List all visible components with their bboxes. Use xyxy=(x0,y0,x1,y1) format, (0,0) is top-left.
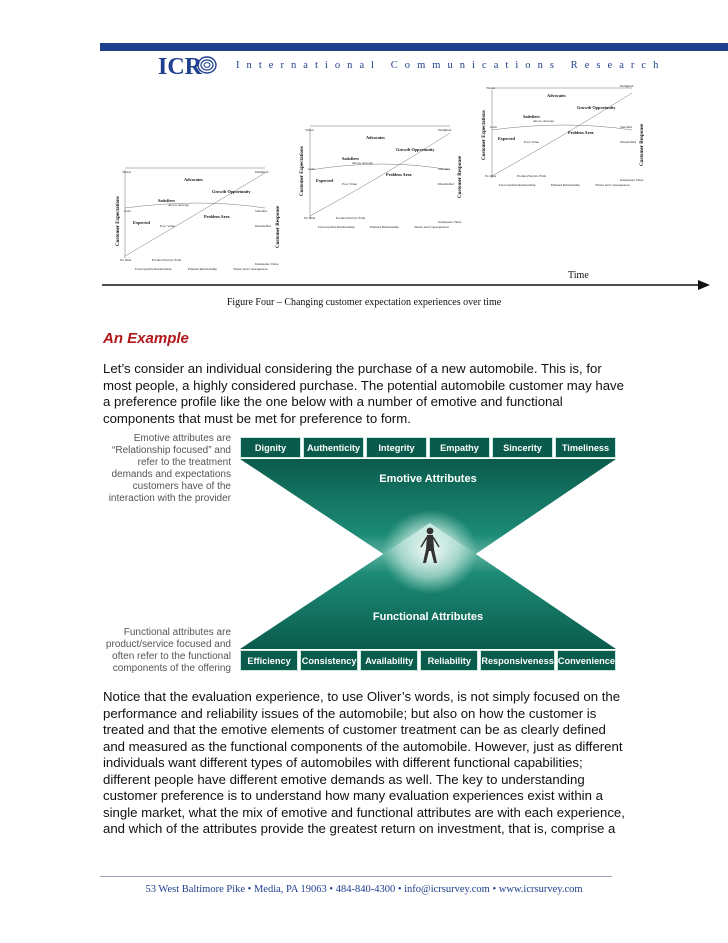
company-tagline: International Communications Research xyxy=(236,60,666,71)
emotive-tag: Timeliness xyxy=(555,437,616,458)
p1-delighted: Delighted xyxy=(255,170,269,174)
p1-fails: Product/Service Fails xyxy=(152,258,182,262)
p2-response-label: Customer Response xyxy=(458,155,463,198)
icr-logo: ICR xyxy=(158,54,203,80)
functional-tag: Reliability xyxy=(420,650,478,671)
p3-response-label: Customer Response xyxy=(640,123,645,166)
p3-satisfied: Satisfied xyxy=(620,125,632,129)
functional-tag: Efficiency xyxy=(240,650,298,671)
emotive-tag: Integrity xyxy=(366,437,427,458)
p1-poor-value: Poor Value xyxy=(160,224,175,228)
p2-poor-value: Poor Value xyxy=(342,182,357,186)
functional-tag: Convenience xyxy=(557,650,616,671)
p3-no-risk: No Risk xyxy=(485,174,497,178)
p3-planned: Planned Relationship xyxy=(551,183,580,187)
footer-rule xyxy=(100,876,612,877)
p2-expected: Expected xyxy=(316,178,333,183)
p3-threat-consequences: Threat and Consequences xyxy=(595,183,630,187)
p2-fails: Product/Service Fails xyxy=(336,216,366,220)
p2-advocates: Advocates xyxy=(366,135,385,140)
emotive-tag: Empathy xyxy=(429,437,490,458)
p1-unacceptable: Unacceptable Relationship xyxy=(135,267,172,271)
functional-title: Functional Attributes xyxy=(372,611,484,623)
p3-delighted: Delighted xyxy=(620,84,634,88)
p3-expected: Expected xyxy=(498,136,515,141)
p2-planned: Planned Relationship xyxy=(370,225,399,229)
emotive-title: Emotive Attributes xyxy=(379,473,477,485)
time-axis-label: Time xyxy=(568,270,589,281)
p2-threat: Threat xyxy=(305,128,314,132)
p3-unacceptable: Unacceptable Relationship xyxy=(499,183,536,187)
p2-satisfiers: Satisfiers xyxy=(342,156,359,161)
functional-tag: Availability xyxy=(360,650,418,671)
p3-inadequate-value: Inadequate Value xyxy=(620,178,644,182)
p1-gain: Gain xyxy=(124,209,131,213)
p3-problem-area: Problem Area xyxy=(568,130,594,135)
functional-tag: Responsiveness xyxy=(480,650,555,671)
emotive-attribute-row xyxy=(240,437,616,458)
p3-fails: Product/Service Fails xyxy=(517,174,547,178)
p1-advocates: Advocates xyxy=(184,177,203,182)
p2-problem-area: Problem Area xyxy=(386,172,412,177)
p3-satisfiers: Satisfiers xyxy=(523,114,540,119)
p2-gain: Gain xyxy=(308,167,315,171)
paragraph-intro: Let’s consider an individual considering the purchase of a new automobile. This is, for most people, a highly considered purchase. The potential automobile customer may have a preference profile like the one below with a number of emotive and functional components that must be met for preference to form. xyxy=(103,361,624,426)
p2-y-label: Customer Expectations xyxy=(300,146,305,196)
functional-note: Functional attributes are product/service focused and often refer to the functional components of the offering xyxy=(105,627,231,674)
p2-growth: Growth Opportunity xyxy=(396,147,435,152)
preference-profile-diagram xyxy=(103,427,616,675)
p3-growth: Growth Opportunity xyxy=(577,105,616,110)
p1-growth: Growth Opportunity xyxy=(212,189,251,194)
p1-satisfied: Satisfied xyxy=(255,209,267,213)
p1-satisfiers: Satisfiers xyxy=(158,198,175,203)
p3-above-average: Above Average xyxy=(533,119,554,123)
p2-unacceptable: Unacceptable Relationship xyxy=(318,225,355,229)
functional-tag: Consistency xyxy=(300,650,358,671)
p2-inadequate-value: Inadequate Value xyxy=(438,220,462,224)
p3-poor-value: Poor Value xyxy=(524,140,539,144)
p1-expected: Expected xyxy=(133,220,150,225)
p3-y-label: Customer Expectations xyxy=(482,110,487,160)
functional-attribute-row xyxy=(240,650,616,671)
p1-threat-consequences: Threat and Consequences xyxy=(233,267,268,271)
p2-threat-consequences: Threat and Consequences xyxy=(414,225,449,229)
logo-swirl-icon xyxy=(196,55,218,75)
p2-no-risk: No Risk xyxy=(304,216,316,220)
p2-delighted: Delighted xyxy=(438,128,452,132)
paragraph-notice: Notice that the evaluation experience, to use Oliver’s words, is not simply focused on the performance and reliability issues of the automobile; but also on how the customer is treated and that the emotive elements of customer treatment can be as clearly defined and measured as the functional components of the automobile. However, just as different individuals want different types of automobiles with different functional capabilities; different people have different emotive demands as well. The key to understanding customer preference is to understand how many evaluation experiences exist within a single market, what the mix of emotive and functional attributes are with each experience, and which of the attributes provide the greatest return on investment, that is, comprise a xyxy=(103,689,625,836)
p3-threat: Threat xyxy=(486,86,495,90)
section-heading: An Example xyxy=(103,330,189,347)
figure-caption: Figure Four – Changing customer expectation experiences over time xyxy=(226,297,502,308)
p1-above-average: Above Average xyxy=(168,203,189,207)
emotive-tag: Authenticity xyxy=(303,437,364,458)
p3-gain: Gain xyxy=(490,125,497,129)
emotive-tag: Sincerity xyxy=(492,437,553,458)
emotive-note: Emotive attributes are “Relationship focused” and refer to the treatment demands and expectations customers have of the interaction with the provider xyxy=(108,433,231,504)
header-bar xyxy=(100,43,728,51)
p1-no-risk: No Risk xyxy=(120,258,132,262)
p3-dissatisfied: Dissatisfied xyxy=(620,140,637,144)
emotive-tag: Dignity xyxy=(240,437,301,458)
expectation-figure xyxy=(100,78,710,293)
p1-y-label: Customer Expectations xyxy=(116,196,121,246)
p1-response-label: Customer Response xyxy=(276,205,281,248)
p3-advocates: Advocates xyxy=(547,93,566,98)
footer-contact: 53 West Baltimore Pike • Media, PA 19063 • 484-840-4300 • info@icrsurvey.com • www.icrsurvey.com xyxy=(145,884,583,895)
p2-above-average: Above Average xyxy=(352,161,373,165)
p2-dissatisfied: Dissatisfied xyxy=(438,182,455,186)
p2-satisfied: Satisfied xyxy=(438,167,450,171)
p1-inadequate-value: Inadequate Value xyxy=(255,262,279,266)
p1-problem-area: Problem Area xyxy=(204,214,230,219)
p1-threat: Threat xyxy=(122,170,131,174)
p1-planned: Planned Relationship xyxy=(188,267,217,271)
p1-dissatisfied: Dissatisfied xyxy=(255,224,272,228)
